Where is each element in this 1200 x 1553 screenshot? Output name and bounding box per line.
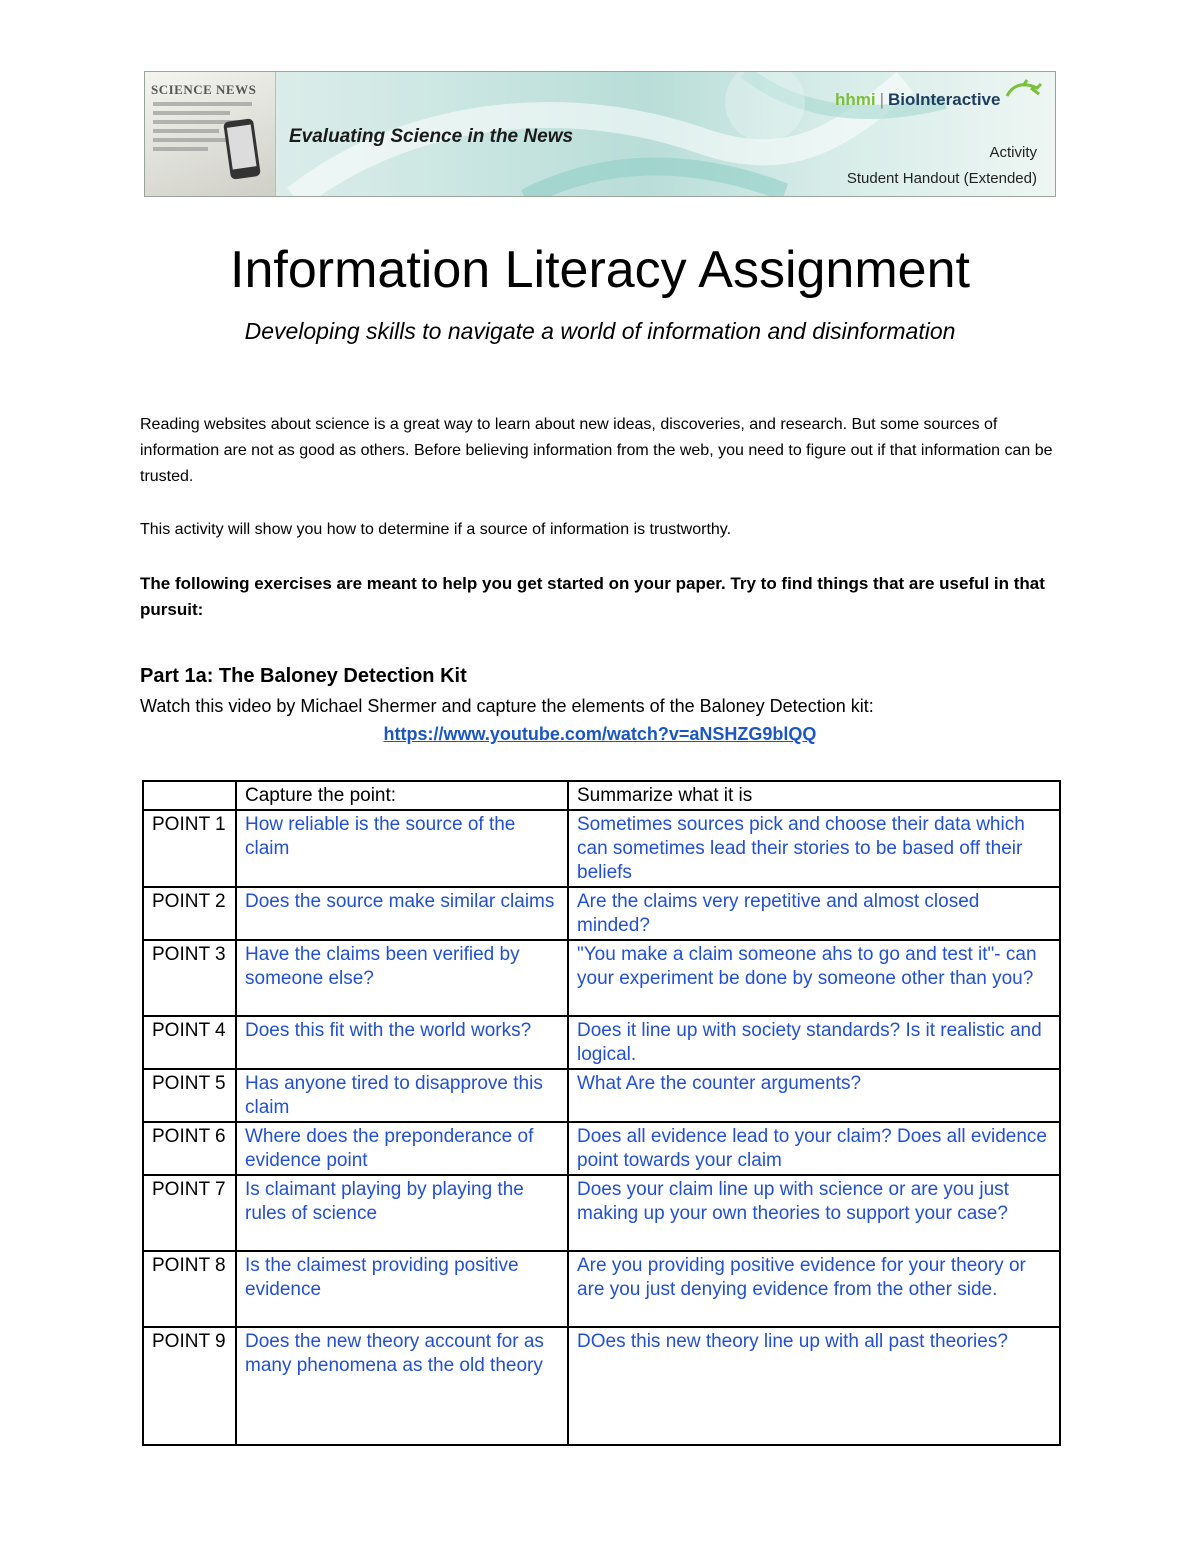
point-cell[interactable]: Have the claims been verified by someone else? — [236, 940, 568, 1016]
table-row — [143, 810, 1060, 887]
header-banner — [144, 71, 1056, 197]
table-header-cell — [143, 781, 236, 810]
point-label: POINT 1 — [143, 810, 236, 887]
table-row — [143, 1251, 1060, 1327]
page-title: Information Literacy Assignment — [230, 241, 970, 299]
point-label: POINT 8 — [143, 1251, 236, 1327]
point-label: POINT 6 — [143, 1122, 236, 1175]
intro-paragraph-2: This activity will show you how to determine if a source of information is trustworthy. — [140, 521, 732, 538]
point-cell[interactable]: Does this fit with the world works? — [236, 1016, 568, 1069]
intro-paragraph-3: The following exercises are meant to help you get started on your paper. Try to find things that are useful in that pursuit: — [140, 574, 1045, 619]
table-header-cell: Summarize what it is — [568, 781, 1060, 810]
point-label: POINT 4 — [143, 1016, 236, 1069]
summary-cell[interactable]: Sometimes sources pick and choose their data which can sometimes lead their stories to be based off their beliefs — [568, 810, 1060, 887]
summary-cell[interactable]: Are the claims very repetitive and almost closed minded? — [568, 887, 1060, 940]
handout-label: Student Handout (Extended) — [846, 170, 1037, 187]
point-label: POINT 5 — [143, 1069, 236, 1122]
frog-icon — [1003, 78, 1043, 102]
news-thumbnail — [145, 72, 276, 196]
point-cell[interactable]: Is claimant playing by playing the rules of science — [236, 1175, 568, 1251]
summary-cell[interactable]: DOes this new theory line up with all past theories? — [568, 1327, 1060, 1445]
activity-label: Activity — [989, 144, 1037, 161]
point-label: POINT 7 — [143, 1175, 236, 1251]
point-cell[interactable]: Is the claimest providing positive evidence — [236, 1251, 568, 1327]
table-row — [143, 1175, 1060, 1251]
banner-title: Evaluating Science in the News — [289, 126, 574, 147]
point-label: POINT 3 — [143, 940, 236, 1016]
table-header-cell: Capture the point: — [236, 781, 568, 810]
point-cell[interactable]: How reliable is the source of the claim — [236, 810, 568, 887]
summary-cell[interactable]: Are you providing positive evidence for your theory or are you just denying evidence from the other side. — [568, 1251, 1060, 1327]
summary-cell[interactable]: "You make a claim someone ahs to go and test it"- can your experiment be done by someone other than you? — [568, 940, 1060, 1016]
summary-cell[interactable]: Does all evidence lead to your claim? Does all evidence point towards your claim — [568, 1122, 1060, 1175]
intro-paragraph-1: Reading websites about science is a great way to learn about new ideas, discoveries, and research. But some sources of information are not as good as others. Before believing information from the web, you need to figure out if that information can be trusted. — [140, 416, 1053, 485]
part-1a-heading: Part 1a: The Baloney Detection Kit — [140, 665, 467, 687]
baloney-kit-table — [142, 780, 1061, 1446]
table-header-row — [143, 781, 1060, 810]
summary-cell[interactable]: What Are the counter arguments? — [568, 1069, 1060, 1122]
hhmi-biointeractive-logo: hhmi | BioInteractive — [835, 90, 1001, 109]
table-row — [143, 1016, 1060, 1069]
point-cell[interactable]: Where does the preponderance of evidence point — [236, 1122, 568, 1175]
table-row — [143, 1069, 1060, 1122]
table-row — [143, 1122, 1060, 1175]
table-row — [143, 940, 1060, 1016]
part-1a-instruction: Watch this video by Michael Shermer and capture the elements of the Baloney Detection kit: — [140, 696, 874, 716]
point-cell[interactable]: Does the new theory account for as many phenomena as the old theory — [236, 1327, 568, 1445]
summary-cell[interactable]: Does it line up with society standards? Is it realistic and logical. — [568, 1016, 1060, 1069]
point-cell[interactable]: Does the source make similar claims — [236, 887, 568, 940]
point-label: POINT 2 — [143, 887, 236, 940]
page-subtitle: Developing skills to navigate a world of information and disinformation — [244, 318, 956, 344]
video-link[interactable]: https://www.youtube.com/watch?v=aNSHZG9blQQ — [383, 724, 817, 744]
table-row — [143, 1327, 1060, 1445]
point-label: POINT 9 — [143, 1327, 236, 1445]
summary-cell[interactable]: Does your claim line up with science or are you just making up your own theories to support your case? — [568, 1175, 1060, 1251]
news-masthead: SCIENCE NEWS — [151, 82, 257, 97]
table-row — [143, 887, 1060, 940]
point-cell[interactable]: Has anyone tired to disapprove this claim — [236, 1069, 568, 1122]
